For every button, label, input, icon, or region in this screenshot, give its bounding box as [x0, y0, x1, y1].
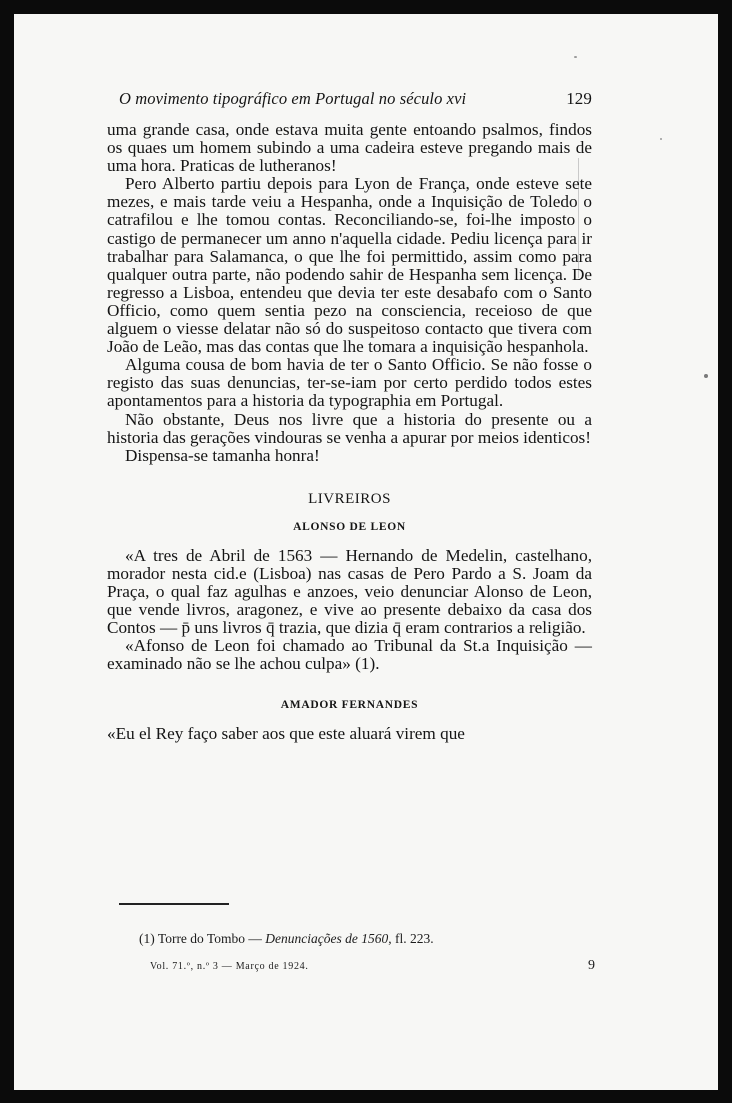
subheading-alonso-de-leon: ALONSO DE LEON	[293, 520, 406, 533]
text-block	[107, 88, 592, 744]
paragraph-1: uma grande casa, onde estava muita gente entoando psalmos, findos os quaes um homem subindo a uma cadeira esteve pregando mais de uma hora. Praticas de lutheranos!	[107, 120, 592, 176]
quoted-record	[107, 547, 592, 674]
scan-speck	[660, 138, 662, 140]
royal-decree-opening-line: «Eu el Rey faço saber aos que este aluará virem que	[107, 724, 465, 744]
page-number: 129	[566, 89, 592, 108]
subheading-amador-fernandes: AMADOR FERNANDES	[280, 699, 419, 712]
footnote-rule	[119, 903, 229, 905]
footnote-title: Denunciações de 1560	[265, 931, 389, 946]
running-title: O movimento tipográfico em Portugal no século xvi	[119, 89, 467, 108]
volume-line: Vol. 71.º, n.º 3 — Março de 1924.	[150, 961, 309, 972]
paragraph-4: Não obstante, Deus nos livre que a historia do presente ou a historia das gerações vindouras se venha a apurar por meios identicos!	[107, 409, 592, 447]
footnote	[139, 931, 559, 947]
footnote-folio: , fl. 223.	[388, 931, 434, 946]
section-heading-livreiros: LIVREIROS	[308, 490, 391, 507]
book-page	[14, 14, 718, 1090]
signature-mark: 9	[588, 958, 595, 973]
quoted-paragraph-2: «Afonso de Leon foi chamado ao Tribunal da St.a Inquisição — examinado não se lhe achou culpa» (1).	[107, 636, 592, 674]
running-header	[107, 88, 592, 114]
scan-speck	[574, 56, 577, 58]
footnote-source: Torre do Tombo —	[157, 931, 266, 946]
paragraph-2: Pero Alberto partiu depois para Lyon de França, onde esteve sete mezes, e mais tarde veiu a Hespanha, onde a Inquisição de Toledo o catrafilou e lhe tomou contas. Reconciliando-se, foi-lhe imposto o castigo de permanecer um anno n'aquella cidade. Pediu licença para ir trabalhar para Salamanca, o que lhe foi permittido, assim como para qualquer outra parte, não podendo sahir de Hespanha sem licença. De regresso a Lisboa, entendeu que devia ter este desabafo com o Santo Officio, como quem sentia pezo na consciencia, receioso de que alguem o viesse delatar não só do suspeitoso contacto que tivera com João de Leão, mas das contas que lhe tomara a inquisição hespanhola.	[107, 174, 592, 357]
quoted-paragraph-1: «A tres de Abril de 1563 — Hernando de Medelin, castelhano, morador nesta cid.e (Lisboa) nas casas de Pero Pardo a S. Joam da Praça, o qual faz agulhas e anzoes, veio denunciar Alonso de Leon, que vende livros, aragonez, e vive ao presente debaixo da casa dos Contos — p̄ uns livros q̄ trazia, que dizia q̄ eram contrarios a religião.	[107, 545, 592, 638]
signature-line	[150, 959, 595, 979]
paragraph-3: Alguma cousa de bom havia de ter o Santo Officio. Se não fosse o registo das suas denuncias, ter-se-iam por certo perdido todos estes apontamentos para a historia da typographia em Portugal.	[107, 355, 592, 411]
scan-speck	[704, 374, 708, 378]
body-text	[107, 121, 592, 465]
paragraph-5: Dispensa-se tamanha honra!	[125, 445, 320, 465]
footnote-marker: (1)	[139, 931, 155, 946]
